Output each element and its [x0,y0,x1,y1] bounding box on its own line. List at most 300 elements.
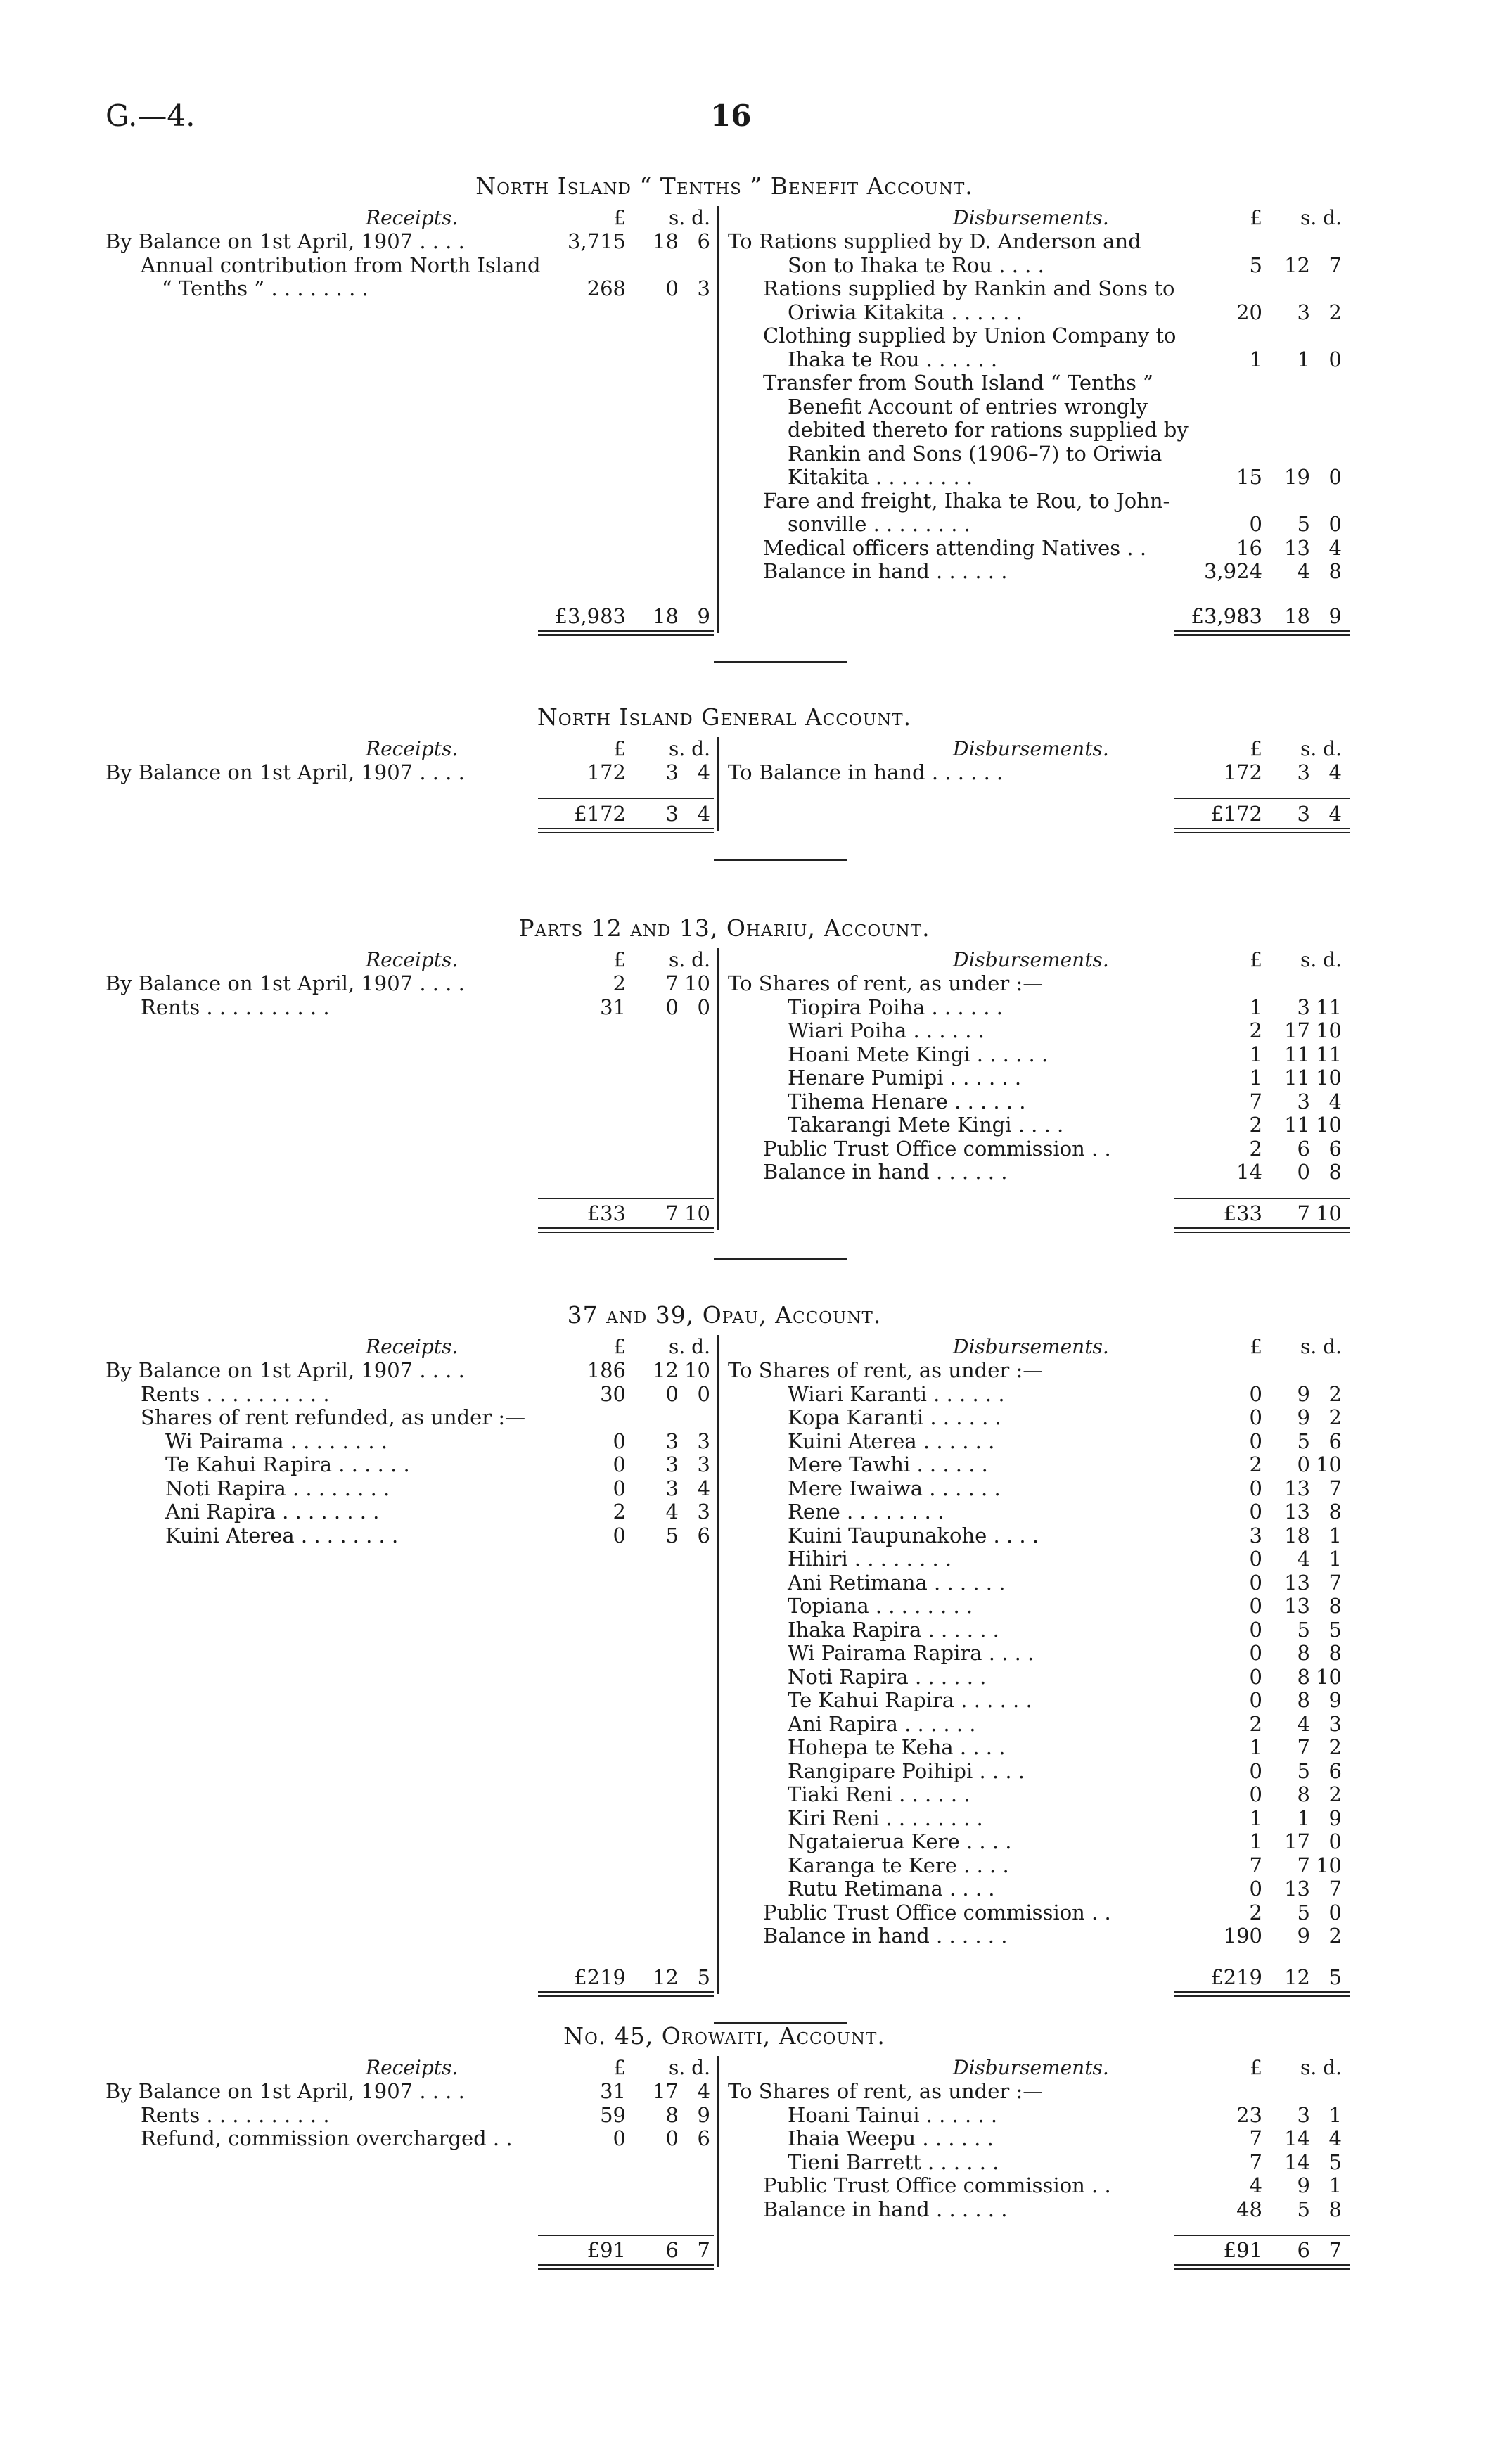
ledger-row [728,1383,1343,1407]
shillings-value: 11 [1284,1113,1310,1137]
total-pounds: £219 [1210,1965,1262,1989]
receipts-column [105,948,710,1225]
pence-value: 4 [697,760,710,784]
shillings-value: 7 [665,971,679,995]
ledger-item-text: Rations supplied by Rankin and Sons to [763,276,1175,300]
ledger-item-text: Wi Pairama Rapira . . . . [788,1641,1034,1665]
receipts-heading: Receipts. [366,948,459,971]
page-number: 16 [710,98,752,133]
ledger-item-text: To Balance in hand . . . . . . [728,760,1004,784]
pounds-value: 172 [587,760,626,784]
total-rule [1174,601,1350,602]
section-separator [714,661,847,663]
total-pence: 5 [1328,1965,1342,1989]
pounds-value: 7 [1249,1089,1262,1113]
ledger-row [728,1854,1343,1878]
ledger-row [728,2198,1343,2222]
total-pounds: £172 [574,801,626,826]
pound-heading: £ [613,1335,626,1358]
ledger-row [728,537,1343,561]
disbursements-column [728,2056,1343,2262]
pence-value: 7 [1328,1476,1342,1500]
ledger-row [728,1090,1343,1114]
pence-value: 0 [1328,512,1342,536]
shillings-value: 5 [1297,1758,1310,1783]
total-shillings: 6 [1297,2238,1310,2262]
pence-value: 4 [697,1476,710,1500]
ledger-row [728,1524,1343,1548]
shillings-value: 17 [653,2079,679,2103]
ledger-item-text: Kitakita . . . . . . . . [788,465,973,489]
pound-heading: £ [613,206,626,229]
ledger-item-text: By Balance on 1st April, 1907 . . . . [105,760,465,784]
pounds-value: 0 [1249,1381,1262,1406]
receipts-column [105,2056,710,2262]
account-title-text: Parts 12 and 13, Ohariu, Account. [518,914,930,942]
total-pence: 7 [1328,2238,1342,2262]
ledger-item-text: Balance in hand . . . . . . [763,1924,1008,1948]
total-pence: 4 [697,801,710,826]
account-title-text: No. 45, Orowaiti, Account. [563,2022,885,2050]
disbursements-heading: Disbursements. [953,2056,1109,2079]
ledger-item-text: Balance in hand . . . . . . [763,1160,1008,1184]
column-divider [717,206,719,633]
pounds-value: 30 [600,1381,626,1406]
pence-value: 11 [1316,995,1342,1019]
pounds-value: 59 [600,2102,626,2127]
total-row [728,1202,1343,1226]
ledger-row [728,1807,1343,1831]
pounds-value: 48 [1236,2197,1262,2221]
total-rule [538,1198,714,1199]
column-header [105,1335,710,1359]
pounds-value: 1 [1249,995,1262,1019]
shillings-value: 3 [1297,2102,1310,2127]
total-row [728,605,1343,629]
ledger-item-text: Rankin and Sons (1906–7) to Oriwia [788,441,1162,466]
account-section [105,172,1343,640]
ledger-item-text: Takarangi Mete Kingi . . . . [788,1113,1064,1137]
ledger-item-text: Balance in hand . . . . . . [763,2197,1008,2221]
pence-value: 3 [697,1429,710,1453]
ledger-row [728,1477,1343,1501]
pence-value: 6 [697,1523,710,1547]
pence-value: 6 [697,2126,710,2150]
account-section [105,2022,1343,2274]
ledger-item-text: Shares of rent refunded, as under :— [141,1405,526,1429]
pounds-value: 0 [1249,1476,1262,1500]
pounds-value: 2 [1249,1452,1262,1476]
column-header [105,206,710,230]
pounds-value: 0 [1249,1758,1262,1783]
receipts-heading: Receipts. [366,2056,459,2079]
pounds-value: 2 [1249,1018,1262,1042]
ledger-item-text: Henare Pumipi . . . . . . [788,1066,1022,1090]
ledger-row [728,996,1343,1020]
total-double-rule [538,828,714,833]
ledger-row [728,2127,1343,2151]
total-rule [1174,1962,1350,1963]
ledger-item-text: Noti Rapira . . . . . . . . [165,1476,390,1500]
shillings-value: 5 [1297,512,1310,536]
account-columns [105,737,1343,838]
pence-value: 9 [1328,1806,1342,1830]
pence-value: 0 [1328,347,1342,371]
disbursements-heading: Disbursements. [953,1335,1109,1358]
sd-heading: s. d. [1300,2056,1342,2079]
ledger-row [728,419,1343,442]
account-title-text: 37 and 39, Opau, Account. [567,1301,882,1329]
account-section [105,1301,1343,2001]
shillings-value: 17 [1284,1018,1310,1042]
pence-value: 8 [1328,1641,1342,1665]
pence-value: 6 [1328,1136,1342,1161]
pounds-value: 0 [1249,1877,1262,1901]
ledger-row [728,2104,1343,2128]
shillings-value: 13 [1284,1570,1310,1595]
ledger-item-text: Ngataierua Kere . . . . [788,1829,1012,1853]
total-rule [538,2235,714,2236]
shillings-value: 13 [1284,1476,1310,1500]
pound-heading: £ [1250,2056,1262,2079]
pounds-value: 0 [1249,1617,1262,1642]
ledger-row [728,277,1343,301]
account-columns [105,948,1343,1237]
ledger-item-text: Ani Retimana . . . . . . [788,1570,1006,1595]
shillings-value: 3 [1297,300,1310,324]
pence-value: 8 [1328,1160,1342,1184]
shillings-value: 4 [1297,1547,1310,1571]
total-double-rule [1174,828,1350,833]
pounds-value: 186 [587,1358,626,1382]
sd-heading: s. d. [1300,737,1342,760]
ledger-row [728,2174,1343,2198]
total-row [728,1966,1343,1990]
pounds-value: 1 [1249,1066,1262,1090]
pence-value: 10 [1316,1853,1342,1877]
ledger-row [105,1359,710,1383]
pence-value: 6 [697,229,710,253]
ledger-row [728,972,1343,996]
pence-value: 5 [1328,1617,1342,1642]
pence-value: 7 [1328,253,1342,277]
ledger-item-text: By Balance on 1st April, 1907 . . . . [105,229,465,253]
shillings-value: 0 [665,995,679,1019]
pounds-value: 0 [613,1476,626,1500]
column-divider [717,737,719,831]
total-shillings: 7 [665,1201,679,1225]
shillings-value: 14 [1284,2126,1310,2150]
ledger-item-text: Ihaia Weepu . . . . . . [788,2126,994,2150]
pounds-value: 7 [1249,1853,1262,1877]
shillings-value: 3 [1297,995,1310,1019]
sd-heading: s. d. [1300,206,1342,229]
column-header [105,737,710,761]
section-separator [714,859,847,861]
total-double-rule [1174,2264,1350,2270]
shillings-value: 3 [1297,760,1310,784]
ledger-item-text: By Balance on 1st April, 1907 . . . . [105,2079,465,2103]
pounds-value: 1 [1249,1042,1262,1066]
shillings-value: 9 [1297,2173,1310,2197]
shillings-value: 9 [1297,1924,1310,1948]
pounds-value: 1 [1249,347,1262,371]
ledger-row [728,1783,1343,1807]
column-header [728,206,1343,230]
total-row [105,2239,710,2263]
ledger-row [728,1736,1343,1760]
total-shillings: 18 [1284,603,1310,628]
pence-value: 1 [1328,2173,1342,2197]
pence-value: 1 [1328,1523,1342,1547]
pence-value: 10 [684,971,710,995]
total-shillings: 6 [665,2238,679,2262]
pence-value: 7 [1328,1570,1342,1595]
ledger-row [728,1406,1343,1430]
ledger-item-text: Public Trust Office commission . . [763,2173,1111,2197]
pounds-value: 0 [1249,1500,1262,1524]
pounds-value: 0 [1249,1405,1262,1429]
shillings-value: 7 [1297,1735,1310,1759]
ledger-item-text: Rents . . . . . . . . . . [141,2102,330,2127]
pounds-value: 7 [1249,2150,1262,2174]
shillings-value: 8 [1297,1664,1310,1689]
ledger-row [728,1019,1343,1043]
total-row [728,2239,1343,2263]
total-shillings: 18 [653,603,679,628]
ledger-item-text: Rangipare Poihipi . . . . [788,1758,1025,1783]
ledger-item-text: Kopa Karanti . . . . . . [788,1405,1001,1429]
ledger-item-text: Kuini Aterea . . . . . . . . [165,1523,399,1547]
total-double-rule [1174,630,1350,636]
shillings-value: 0 [665,1381,679,1406]
total-rule [538,601,714,602]
ledger-item-text: Te Kahui Rapira . . . . . . [788,1688,1032,1712]
receipts-heading: Receipts. [366,206,459,229]
pence-value: 10 [1316,1452,1342,1476]
shillings-value: 8 [665,2102,679,2127]
ledger-item-text: To Shares of rent, as under :— [728,1358,1044,1382]
ledger-item-text: Tieni Barrett . . . . . . [788,2150,999,2174]
disbursements-column [728,737,1343,826]
column-header [728,2056,1343,2080]
pounds-value: 172 [1223,760,1262,784]
pounds-value: 0 [613,1452,626,1476]
ledger-row [728,513,1343,537]
total-rule [1174,2235,1350,2236]
receipts-column [105,1335,710,1989]
shillings-value: 5 [1297,1900,1310,1924]
total-double-rule [538,1991,714,1997]
disbursements-heading: Disbursements. [953,737,1109,760]
shillings-value: 4 [665,1500,679,1524]
receipts-column [105,737,710,826]
pounds-value: 0 [1249,1429,1262,1453]
pound-heading: £ [613,737,626,760]
ledger-item-text: Ani Rapira . . . . . . . . [165,1500,380,1524]
pounds-value: 2 [1249,1711,1262,1736]
pound-heading: £ [613,2056,626,2079]
pence-value: 2 [1328,1381,1342,1406]
ledger-row [728,442,1343,466]
pounds-value: 1 [1249,1735,1262,1759]
account-title-text: North Island General Account. [537,703,912,731]
total-rule [538,798,714,800]
shillings-value: 3 [665,1429,679,1453]
pounds-value: 0 [1249,1688,1262,1712]
total-pence: 10 [1316,1201,1342,1225]
disbursements-heading: Disbursements. [953,206,1109,229]
ledger-item-text: Hihiri . . . . . . . . [788,1547,952,1571]
ledger-row [728,1666,1343,1690]
total-shillings: 3 [665,801,679,826]
shillings-value: 9 [1297,1381,1310,1406]
total-double-rule [1174,1227,1350,1233]
ledger-item-text: By Balance on 1st April, 1907 . . . . [105,1358,465,1382]
pounds-value: 3,924 [1203,559,1262,583]
pounds-value: 0 [1249,1664,1262,1689]
pounds-value: 190 [1223,1924,1262,1948]
pounds-value: 0 [613,1429,626,1453]
shillings-value: 1 [1297,347,1310,371]
ledger-row [728,1595,1343,1618]
pounds-value: 20 [1236,300,1262,324]
pence-value: 4 [1328,1089,1342,1113]
ledger-row [728,348,1343,372]
pounds-value: 2 [1249,1136,1262,1161]
ledger-item-text: Public Trust Office commission . . [763,1900,1111,1924]
ledger-row [728,1830,1343,1854]
ledger-row [105,2127,710,2151]
pounds-value: 0 [1249,1570,1262,1595]
ledger-row [728,1642,1343,1666]
shillings-value: 13 [1284,1594,1310,1618]
shillings-value: 8 [1297,1688,1310,1712]
account-section [105,703,1343,838]
shillings-value: 19 [1284,465,1310,489]
pence-value: 3 [697,276,710,300]
account-title [105,703,1343,737]
ledger-row [105,1406,710,1430]
column-header [728,737,1343,761]
ledger-row [728,1689,1343,1713]
total-pence: 5 [697,1965,710,1989]
sd-heading: s. d. [669,948,710,971]
ledger-item-text: Kuini Taupunakohe . . . . [788,1523,1039,1547]
ledger-row [728,1713,1343,1737]
pence-value: 0 [697,1381,710,1406]
pounds-value: 4 [1249,2173,1262,2197]
ledger-item-text: Tihema Henare . . . . . . [788,1089,1026,1113]
ledger-item-text: To Shares of rent, as under :— [728,971,1044,995]
ledger-item-text: Balance in hand . . . . . . [763,559,1008,583]
total-double-rule [538,630,714,636]
ledger-row [105,1383,710,1407]
pounds-value: 2 [613,1500,626,1524]
pounds-value: 1 [1249,1829,1262,1853]
ledger-item-text: Kiri Reni . . . . . . . . [788,1806,983,1830]
ledger-row [105,1477,710,1501]
disbursements-column [728,206,1343,628]
ledger-row [728,1113,1343,1137]
ledger-row [728,2151,1343,2175]
total-shillings: 12 [653,1965,679,1989]
pounds-value: 0 [1249,1594,1262,1618]
account-title [105,172,1343,206]
total-pounds: £3,983 [554,603,626,628]
ledger-item-text: “ Tenths ” . . . . . . . . [162,276,369,300]
total-pounds: £91 [1223,2238,1262,2262]
ledger-item-text: Public Trust Office commission . . [763,1136,1111,1161]
shillings-value: 12 [1284,253,1310,277]
pound-heading: £ [1250,948,1262,971]
ledger-item-text: sonville . . . . . . . . [788,512,970,536]
column-header [728,948,1343,972]
ledger-item-text: Tiaki Reni . . . . . . [788,1782,970,1806]
total-pounds: £33 [587,1201,626,1225]
total-pence: 7 [697,2238,710,2262]
ledger-item-text: Wiari Karanti . . . . . . [788,1381,1005,1406]
shillings-value: 18 [653,229,679,253]
pence-value: 10 [684,1358,710,1382]
pounds-value: 15 [1236,465,1262,489]
shillings-value: 17 [1284,1829,1310,1853]
pounds-value: 14 [1236,1160,1262,1184]
disbursements-column [728,948,1343,1225]
ledger-item-text: Te Kahui Rapira . . . . . . [165,1452,410,1476]
ledger-row [105,2080,710,2104]
pence-value: 10 [1316,1018,1342,1042]
pence-value: 0 [1328,1900,1342,1924]
account-title [105,914,1343,948]
ledger-row [728,301,1343,325]
ledger-item-text: Wi Pairama . . . . . . . . [165,1429,387,1453]
shillings-value: 5 [1297,2197,1310,2221]
sd-heading: s. d. [1300,1335,1342,1358]
disbursements-column [728,1335,1343,1989]
ledger-row [728,466,1343,490]
ledger-item-text: Rutu Retimana . . . . [788,1877,995,1901]
pence-value: 4 [1328,535,1342,560]
ledger-row [105,972,710,996]
ledger-item-text: Oriwia Kitakita . . . . . . [788,300,1023,324]
ledger-row [105,2104,710,2128]
pounds-value: 23 [1236,2102,1262,2127]
total-row [105,1966,710,1990]
ledger-item-text: Noti Rapira . . . . . . [788,1664,987,1689]
shillings-value: 12 [653,1358,679,1382]
shillings-value: 14 [1284,2150,1310,2174]
ledger-item-text: debited thereto for rations supplied by [788,418,1189,442]
ledger-row [105,1453,710,1477]
pence-value: 11 [1316,1042,1342,1066]
ledger-row [728,1066,1343,1090]
receipts-heading: Receipts. [366,1335,459,1358]
pound-heading: £ [1250,1335,1262,1358]
pounds-value: 0 [613,2126,626,2150]
pence-value: 4 [1328,760,1342,784]
pence-value: 0 [1328,1829,1342,1853]
total-pence: 9 [1328,603,1342,628]
shillings-value: 0 [1297,1452,1310,1476]
sd-heading: s. d. [669,1335,710,1358]
ledger-item-text: Hoani Mete Kingi . . . . . . [788,1042,1049,1066]
ledger-row [105,254,710,278]
shillings-value: 3 [665,1476,679,1500]
account-columns [105,1335,1343,2001]
ledger-item-text: Karanga te Kere . . . . [788,1853,1009,1877]
page-header [105,98,1407,141]
